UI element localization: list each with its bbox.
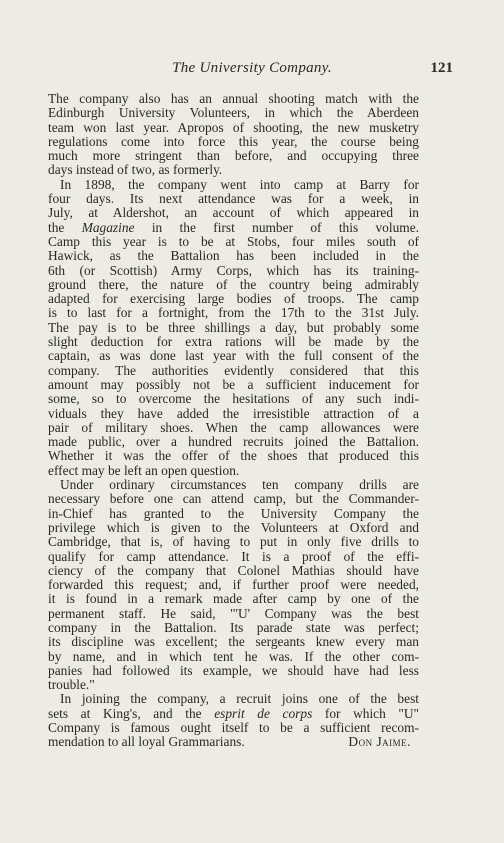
text-line: July, at Aldershot, an account of which appeared in [48,205,419,221]
text-line: effect may be left an open question. [48,462,240,478]
text-line: made public, over a hundred recruits joined the Battalion. [48,434,419,450]
text-line: The company also has an annual shooting match with the [48,91,419,106]
text-line: qualify for camp attendance. It is a proof of the effi- [48,548,419,564]
text-line-content: mendation to all loyal Grammarians. [48,734,245,750]
text-line: permanent staff. He said, "'U' Company was the best [48,605,419,621]
text-line: The pay is to be three shillings a day, but probably some [48,319,419,335]
text-line: panies had followed its example, we should have had less [48,662,419,678]
text-line [48,735,419,749]
text-line: In joining the company, a recruit joins one of the best [60,691,419,707]
text-line: ground there, the nature of the country being admirably [48,276,419,292]
text-line: team won last year. Apropos of shooting, the new musketry [48,119,419,135]
text-line: days instead of two, as formerly. [48,162,223,178]
running-title: The University Company. [172,60,332,76]
text-line: four days. Its next attendance was for a week, in [48,191,419,207]
text-line: amount may possibly not be a sufficient inducement for [48,376,419,392]
text-line: its discipline was excellent; the sergeants knew every man [48,634,419,650]
text-line: much more stringent than before, and occupying three [48,148,419,164]
text-line: In 1898, the company went into camp at Barry for [60,176,419,192]
text-line: by name, and in which tent he was. If the other com- [48,648,419,664]
text-line: pair of military shoes. When the camp allowances were [48,419,419,435]
text-line: Hawick, as the Battalion has been included in the [48,248,419,264]
text-line: Camp this year is to be at Stobs, four miles south of [48,233,419,249]
text-line: forwarded this request; and, if further proof were needed, [48,577,419,593]
text-line: trouble." [48,677,95,693]
text-line: company in the Battalion. Its parade state was perfect; [48,619,419,635]
text-line: viduals they have added the irresistible attraction of a [48,405,419,421]
text-line: Under ordinary circumstances ten company drills are [60,477,419,493]
text-line: privilege which is given to the Volunteers at Oxford and [48,519,419,535]
text-line: necessary before one can attend camp, but the Commander- [48,491,419,507]
text-line: adapted for exercising large bodies of troops. The camp [48,291,419,307]
page-number: 121 [430,60,453,76]
text-line: regulations come into force this year, the course being [48,133,419,149]
text-line: Cambridge, that is, of having to put in only five drills to [48,534,419,550]
text-line: Edinburgh University Volunteers, in which the Aberdeen [48,105,419,121]
text-line: 6th (or Scottish) Army Corps, which has its training- [48,262,419,278]
text-line: sets at King's, and the esprit de corps for which "U" [48,705,420,721]
text-line: captain, as was done last year with the full consent of the [48,348,419,364]
text-line: Company is famous ought itself to be a sufficient recom- [48,720,419,736]
text-line: some, so to overcome the hesitations of any such indi- [48,391,419,407]
article-body [48,92,419,750]
text-line: company. The authorities evidently considered that this [48,362,419,378]
text-line: Whether it was the offer of the shoes that produced this [48,448,419,464]
text-line: ciency of the company that Colonel Mathias should have [48,562,419,578]
text-line: it is found in a remark made after camp by one of the [48,591,419,607]
text-line: is to last for a fortnight, from the 17th to the 31st July. [48,305,419,321]
text-line: in-Chief has granted to the University Company the [48,505,419,521]
text-line: slight deduction for extra rations will be made by the [48,334,419,350]
page-header [48,60,456,82]
text-line: the Magazine in the first number of this volume. [48,219,419,235]
author-signature: Don Jaime. [348,734,411,750]
